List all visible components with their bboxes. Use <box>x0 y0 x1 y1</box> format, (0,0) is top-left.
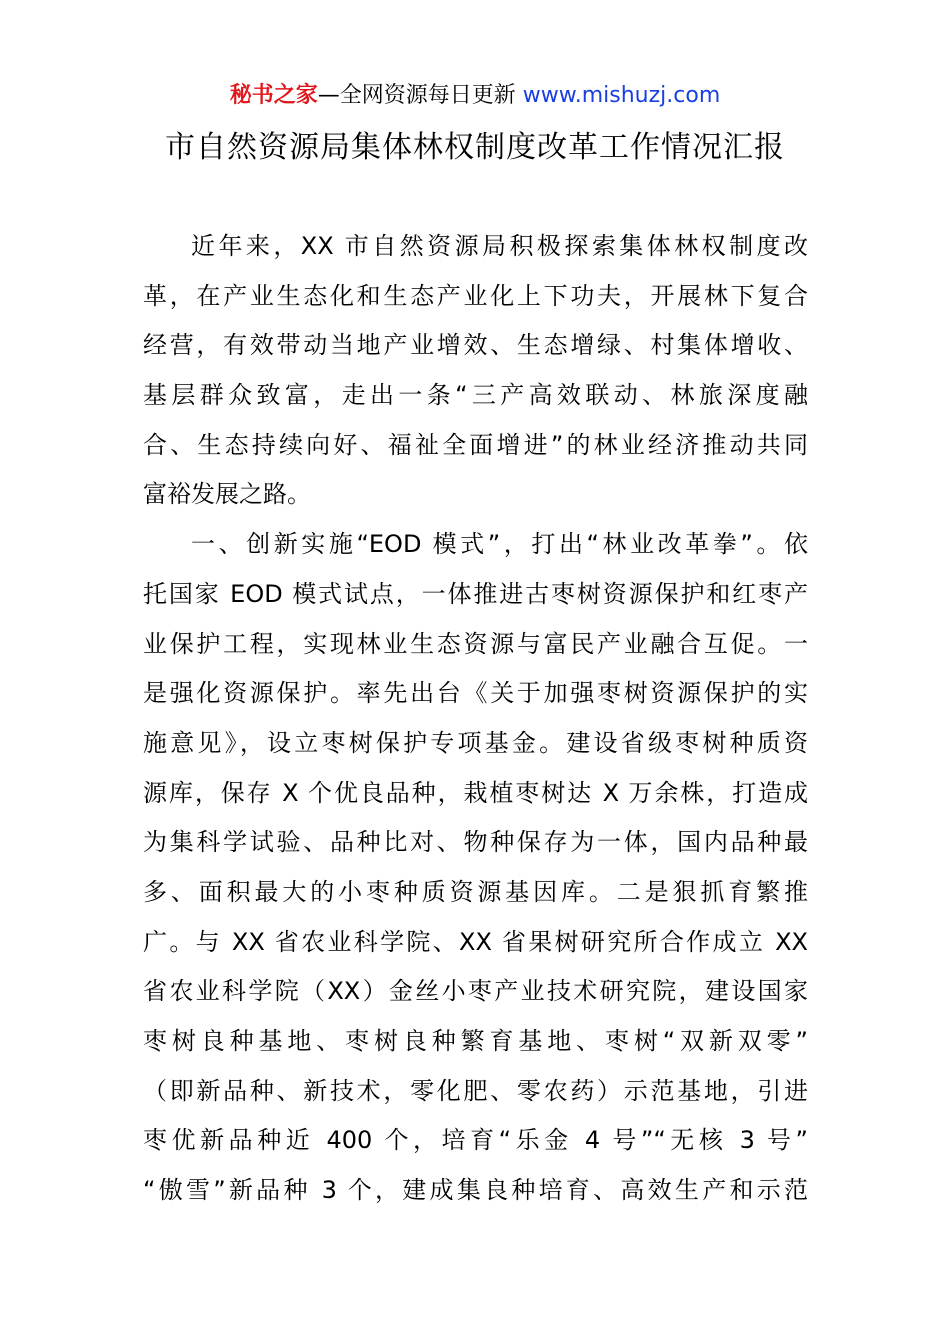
text-line: （即新品种、新技术，零化肥、零农药）示范基地，引进 <box>143 1076 808 1105</box>
document-body <box>143 222 808 1216</box>
site-url-link[interactable]: www.mishuzj.com <box>522 83 721 108</box>
text-line: 广。与 XX 省农业科学院、XX 省果树研究所合作成立 XX <box>143 927 808 956</box>
site-header <box>0 80 950 112</box>
text-line: 源库，保存 X 个优良品种，栽植枣树达 X 万余株，打造成 <box>143 778 808 807</box>
text-line: 枣树良种基地、枣树良种繁育基地、枣树“双新双零” <box>143 1027 808 1055</box>
text-line: 合、生态持续向好、福祉全面增进”的林业经济推动共同 <box>143 430 808 459</box>
text-line: 为集科学试验、品种比对、物种保存为一体，国内品种最 <box>143 828 808 857</box>
text-line: 多、面积最大的小枣种质资源基因库。二是狠抓育繁推 <box>143 877 808 906</box>
text-line: 近年来，XX 市自然资源局积极探索集体林权制度改 <box>191 232 808 260</box>
text-line: 经营，有效带动当地产业增效、生态增绿、村集体增收、 <box>143 331 808 360</box>
text-line: “傲雪”新品种 3 个，建成集良种培育、高效生产和示范 <box>143 1176 808 1205</box>
site-brand: 秘书之家 <box>229 83 318 108</box>
text-line: 是强化资源保护。率先出台《关于加强枣树资源保护的实 <box>143 679 808 708</box>
text-line: 富裕发展之路。 <box>143 480 311 509</box>
text-line: 革，在产业生态化和生态产业化上下功夫，开展林下复合 <box>143 281 808 310</box>
text-line: 省农业科学院（XX）金丝小枣产业技术研究院，建设国家 <box>143 977 808 1006</box>
text-line: 业保护工程，实现林业生态资源与富民产业融合互促。一 <box>143 629 808 658</box>
text-line: 基层群众致富，走出一条“三产高效联动、林旅深度融 <box>143 381 808 410</box>
text-line: 托国家 EOD 模式试点，一体推进古枣树资源保护和红枣产 <box>143 579 808 608</box>
document-title: 市自然资源局集体林权制度改革工作情况汇报 <box>165 130 785 165</box>
text-line: 施意见》，设立枣树保护专项基金。建设省级枣树种质资 <box>143 728 808 757</box>
text-line: 一、创新实施“EOD 模式”，打出“林业改革拳”。依 <box>191 530 808 559</box>
site-slogan: —全网资源每日更新 <box>317 83 516 108</box>
text-line: 枣优新品种近 400 个，培育“乐金 4 号”“无核 3 号” <box>143 1126 808 1155</box>
